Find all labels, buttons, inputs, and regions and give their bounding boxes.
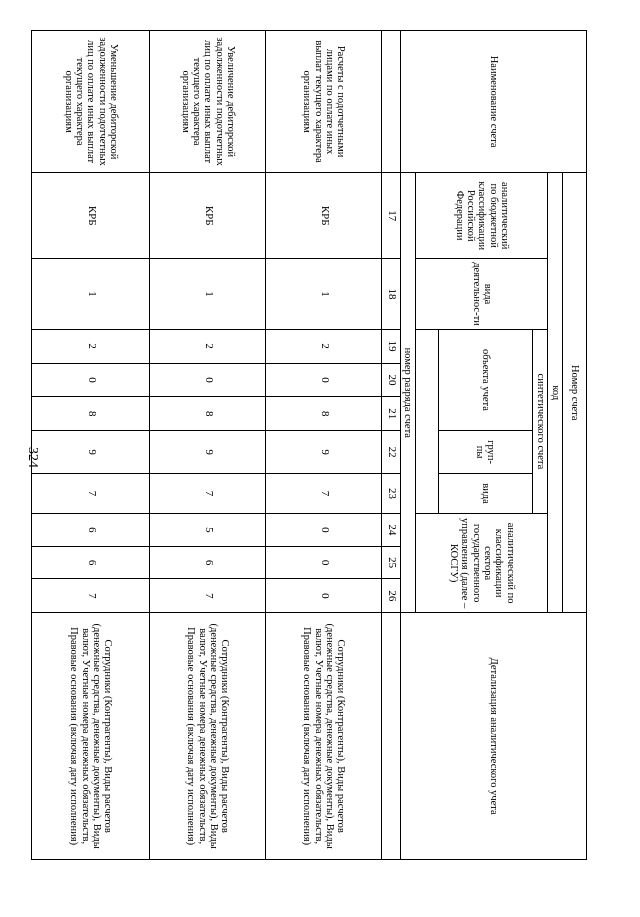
column-number: 17 (382, 173, 401, 259)
value-cell: 0 (266, 363, 382, 397)
column-number: 22 (382, 431, 401, 474)
value-cell: 7 (150, 579, 266, 613)
column-number: 20 (382, 363, 401, 397)
value-cell: КРБ (266, 173, 382, 259)
value-cell: 7 (266, 474, 382, 514)
column-number: 21 (382, 397, 401, 431)
value-cell: 6 (32, 546, 150, 579)
account-name-cell: Расчеты с подотчетными лицами по оплате иных выплат текущего характера организациям (266, 31, 382, 173)
value-cell: 2 (150, 329, 266, 363)
header-account-object: объекта учета (438, 329, 532, 430)
header-analytic-kosgu: аналитический по классификации сектора государственного управления (далее – КОСГУ) (415, 513, 548, 612)
column-number-blank (382, 31, 401, 173)
value-cell: 7 (32, 474, 150, 514)
header-activity-type: вида деятельнос-ти (415, 259, 548, 330)
column-number-blank (382, 613, 401, 860)
account-name-cell: Уменьшение дебиторской задолженности подотчетных лиц по оплате иных выплат текущего характера организациям (32, 31, 150, 173)
header-analytic-bk: аналитический по бюджетной классификации Российской Федерации (415, 173, 548, 259)
value-cell: 8 (266, 397, 382, 431)
value-cell: 1 (150, 259, 266, 330)
header-detail: Детализация аналитического учета (400, 613, 586, 860)
column-number: 26 (382, 579, 401, 613)
value-cell: 7 (150, 474, 266, 514)
header-account-number: Номер счета (563, 173, 587, 613)
header-kind: вида (438, 474, 532, 514)
page-number: 324 (25, 447, 40, 468)
value-cell: 8 (150, 397, 266, 431)
value-cell: КРБ (32, 173, 150, 259)
account-table-sheet (31, 30, 587, 860)
account-name-cell: Увеличение дебиторской задолженности подотчетных лиц по оплате иных выплат текущего характера организациям (150, 31, 266, 173)
value-cell: КРБ (150, 173, 266, 259)
value-cell: 5 (150, 513, 266, 546)
detail-cell: Сотрудники (Контрагенты), Виды расчетов (денежные средства, денежные документы), Виды валют, Учетные номера денежных обязательств, Правовые основания (включая дату исполнения) (32, 613, 150, 860)
header-synthetic: синтетического счета (532, 329, 548, 513)
detail-cell: Сотрудники (Контрагенты), Виды расчетов (денежные средства, денежные документы), Виды валют, Учетные номера денежных обязательств, Правовые основания (включая дату исполнения) (266, 613, 382, 860)
value-cell: 0 (266, 513, 382, 546)
value-cell: 0 (150, 363, 266, 397)
table-row (266, 31, 382, 860)
column-number: 23 (382, 474, 401, 514)
value-cell: 0 (266, 579, 382, 613)
value-cell: 6 (32, 513, 150, 546)
value-cell: 2 (32, 329, 150, 363)
value-cell: 9 (32, 431, 150, 474)
value-cell: 2 (266, 329, 382, 363)
value-cell: 9 (266, 431, 382, 474)
value-cell: 6 (150, 546, 266, 579)
value-cell: 1 (32, 259, 150, 330)
header-code: код (548, 173, 563, 613)
header-digit-number: номер разряда счета (400, 173, 415, 613)
column-number: 19 (382, 329, 401, 363)
value-cell: 7 (32, 579, 150, 613)
column-number: 18 (382, 259, 401, 330)
column-number: 25 (382, 546, 401, 579)
header-account-name: Наименование счета (400, 31, 586, 173)
table-row (150, 31, 266, 860)
header-group: груп-пы (438, 431, 532, 474)
table-row (32, 31, 150, 860)
column-number: 24 (382, 513, 401, 546)
value-cell: 0 (266, 546, 382, 579)
value-cell: 9 (150, 431, 266, 474)
value-cell: 1 (266, 259, 382, 330)
value-cell: 0 (32, 363, 150, 397)
value-cell: 8 (32, 397, 150, 431)
detail-cell: Сотрудники (Контрагенты), Виды расчетов (денежные средства, денежные документы), Виды валют, Учетные номера денежных обязательств, Правовые основания (включая дату исполнения) (150, 613, 266, 860)
account-table (31, 30, 587, 860)
